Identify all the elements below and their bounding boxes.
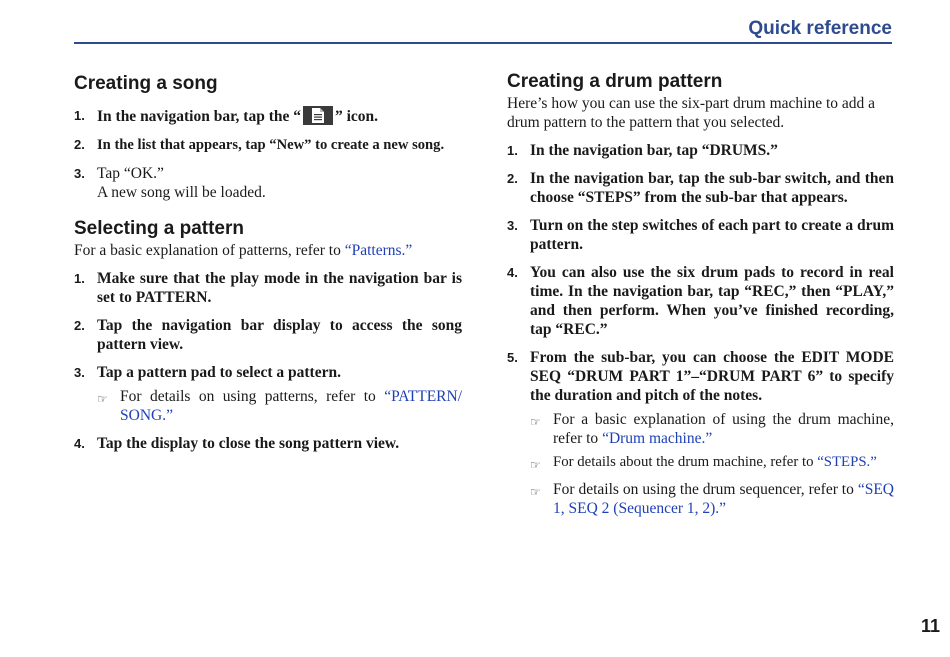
step-number: 1. bbox=[74, 271, 85, 286]
pointing-hand-icon: ☞ bbox=[530, 485, 541, 499]
header-divider bbox=[74, 42, 892, 44]
right-column bbox=[507, 70, 894, 527]
pointing-hand-icon: ☞ bbox=[530, 415, 541, 429]
pointing-hand-icon: ☞ bbox=[97, 392, 108, 406]
drum-intro: Here’s how you can use the six-part drum machine to add a drum pattern to the pattern that you selected. bbox=[507, 95, 876, 131]
reference-note: ☞ For details on using patterns, refer to “PATTERN/ SONG.” bbox=[97, 388, 462, 424]
step-number: 3. bbox=[74, 166, 85, 181]
step-text: You can also use the six drum pads to record in real time. In the navigation bar, tap “REC,” then “PLAY,” and then perform. When you’ve finished recording, tap “REC.” bbox=[530, 264, 894, 338]
step-text: Tap the navigation bar display to access the song pattern view. bbox=[97, 317, 462, 353]
step-text: Make sure that the play mode in the navigation bar is set to PATTERN. bbox=[97, 270, 462, 306]
step-number: 3. bbox=[74, 365, 85, 380]
page-number: 11 bbox=[920, 616, 940, 636]
step-number: 2. bbox=[507, 171, 518, 186]
reference-note: ☞ For details about the drum machine, refer to “STEPS.” bbox=[530, 453, 894, 475]
step-number: 2. bbox=[74, 137, 85, 152]
pattern-song-link[interactable]: “PATTERN/ SONG.” bbox=[120, 388, 462, 424]
step-number: 5. bbox=[507, 350, 518, 365]
step-number: 2. bbox=[74, 318, 85, 333]
step-text: From the sub-bar, you can choose the EDIT MODE SEQ “DRUM PART 1”–“DRUM PART 6” to specify the duration and pitch of the notes. bbox=[530, 349, 894, 404]
patterns-link[interactable]: “Patterns.” bbox=[344, 242, 413, 259]
step-number: 4. bbox=[74, 436, 85, 451]
step-number: 1. bbox=[74, 108, 85, 123]
song-step-1 bbox=[74, 106, 462, 126]
left-column bbox=[74, 70, 462, 462]
pattern-intro: For a basic explanation of patterns, refer to “Patterns.” bbox=[74, 242, 413, 259]
song-step-3 bbox=[74, 164, 462, 202]
step-text: In the list that appears, tap “New” to create a new song. bbox=[97, 137, 445, 153]
pattern-step-2 bbox=[74, 316, 462, 354]
creating-song-heading: Creating a song bbox=[74, 73, 218, 94]
step-text: Tap a pattern pad to select a pattern. bbox=[97, 364, 341, 381]
drum-step-2 bbox=[507, 169, 894, 207]
step-text: Tap the display to close the song pattern view. bbox=[97, 435, 400, 452]
step-text: In the navigation bar, tap the “ ” icon. bbox=[97, 108, 379, 125]
steps-link[interactable]: “STEPS.” bbox=[817, 454, 877, 470]
drum-step-1 bbox=[507, 141, 894, 160]
step-text: Turn on the step switches of each part to create a drum pattern. bbox=[530, 217, 894, 253]
pattern-step-1 bbox=[74, 269, 462, 307]
pattern-step-3 bbox=[74, 363, 462, 425]
selecting-pattern-heading: Selecting a pattern bbox=[74, 218, 244, 239]
step-text: In the navigation bar, tap “DRUMS.” bbox=[530, 142, 778, 159]
document-icon bbox=[303, 106, 333, 125]
step-number: 4. bbox=[507, 265, 518, 280]
drum-step-4 bbox=[507, 263, 894, 339]
pointing-hand-icon: ☞ bbox=[530, 458, 541, 472]
step-note: A new song will be loaded. bbox=[97, 184, 266, 201]
reference-note: ☞ For details on using the drum sequencer, refer to “SEQ 1, SEQ 2 (Sequencer 1, 2).” bbox=[530, 481, 894, 517]
step-number: 3. bbox=[507, 218, 518, 233]
song-step-2 bbox=[74, 135, 462, 155]
drum-step-5 bbox=[507, 348, 894, 518]
page-header-title: Quick reference bbox=[748, 18, 892, 39]
creating-drum-pattern-heading: Creating a drum pattern bbox=[507, 71, 723, 92]
reference-note: ☞ For a basic explanation of using the drum machine, refer to “Drum machine.” bbox=[530, 411, 894, 447]
step-text: In the navigation bar, tap the sub-bar switch, and then choose “STEPS” from the sub-bar that appears. bbox=[530, 170, 894, 206]
sequencer-link[interactable]: “SEQ 1, SEQ 2 (Sequencer 1, 2).” bbox=[553, 481, 894, 517]
drum-machine-link[interactable]: “Drum machine.” bbox=[602, 430, 713, 447]
step-text: Tap “OK.” bbox=[97, 165, 164, 182]
drum-step-3 bbox=[507, 216, 894, 254]
pattern-step-4 bbox=[74, 434, 462, 453]
step-number: 1. bbox=[507, 143, 518, 158]
